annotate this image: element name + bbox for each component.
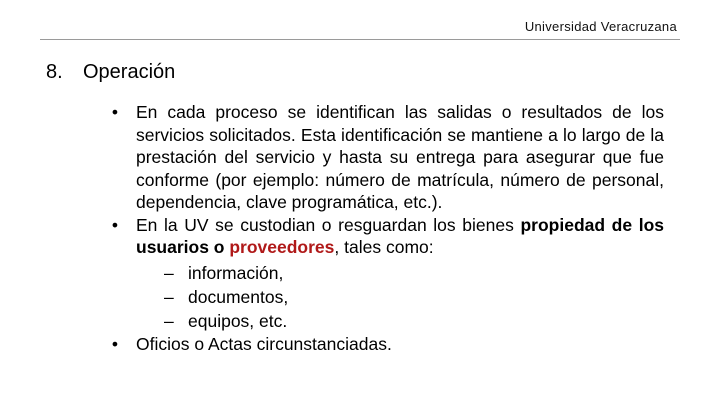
- bullet-text: [136, 214, 664, 259]
- bullet-text: En cada proceso se identifican las salidas o resultados de los servicios solicitados. Esta identificación se mantiene a lo largo de la prestación del servicio y hasta su entrega para asegurar que fue conforme (por ejemplo: número de matrícula, número de personal, dependencia, clave programática, etc.).: [136, 102, 664, 212]
- section-heading: [46, 61, 175, 84]
- bullet-text-bold: propiedad de los usuarios o: [136, 214, 664, 257]
- dash-marker: –: [164, 286, 174, 307]
- bullet-text-suffix: , tales como:: [334, 237, 434, 257]
- section-title: Operación: [83, 61, 176, 83]
- sub-item-text: información,: [188, 262, 284, 283]
- sub-item-text: equipos, etc.: [188, 310, 288, 331]
- university-logo-text: Universidad Veracruzana: [524, 19, 677, 34]
- bullet-marker: •: [111, 333, 119, 354]
- sub-item-text: documentos,: [188, 286, 289, 307]
- sub-item: [164, 261, 664, 285]
- sub-item: [164, 285, 664, 309]
- sub-list: [136, 261, 664, 333]
- bullet-item-identification: [108, 101, 664, 214]
- bullet-text-prefix: En la UV se custodian o resguardan los bienes: [136, 214, 521, 235]
- bullet-item-custody: [108, 214, 664, 333]
- bullet-list: [108, 101, 664, 355]
- header-divider: [40, 39, 680, 40]
- bullet-text-bold-red: proveedores: [229, 237, 335, 257]
- bullet-item-documents: [108, 333, 664, 356]
- dash-marker: –: [164, 310, 174, 331]
- sub-item: [164, 309, 664, 333]
- bullet-text: Oficios o Actas circunstanciadas.: [136, 333, 392, 354]
- section-number: 8.: [46, 61, 63, 83]
- dash-marker: –: [164, 262, 174, 283]
- bullet-marker: •: [111, 214, 119, 235]
- bullet-marker: •: [111, 102, 119, 122]
